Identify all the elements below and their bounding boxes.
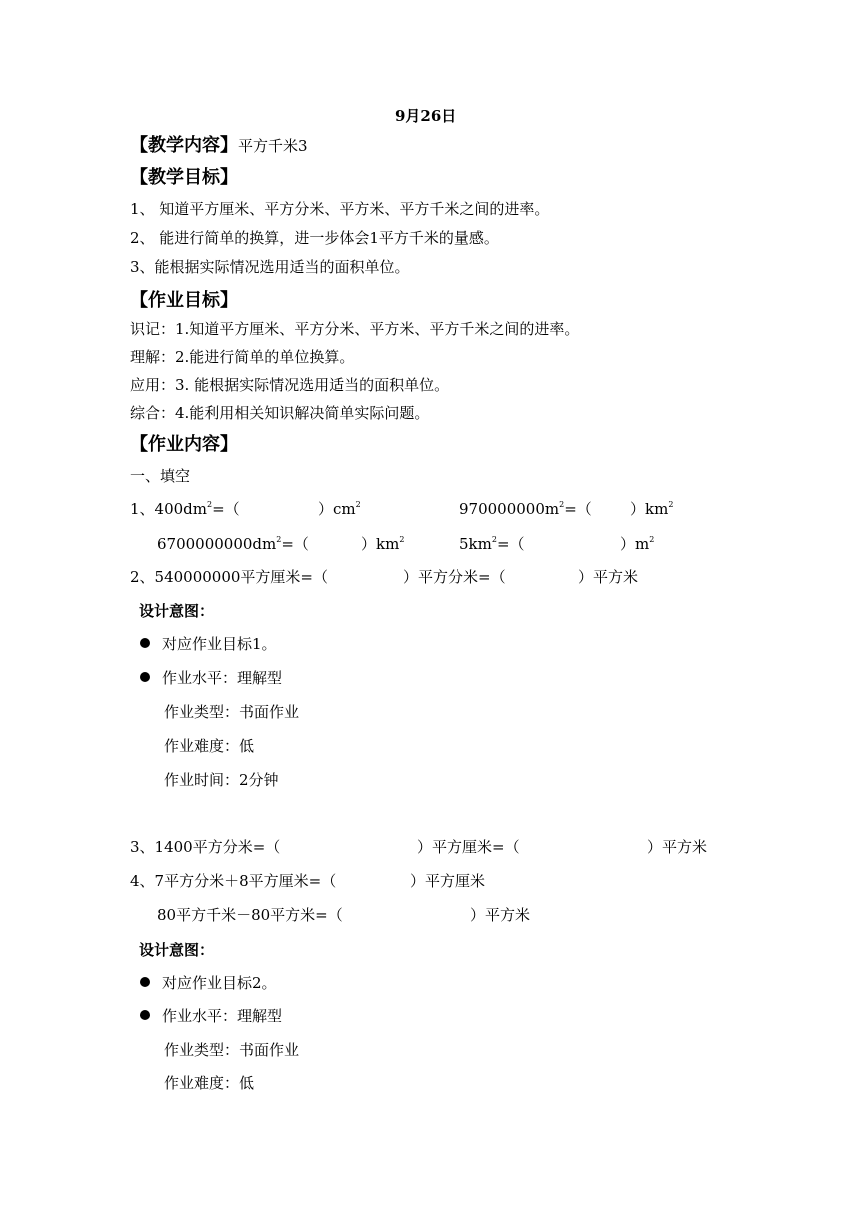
homework-content-heading: 【作业内容】 <box>130 434 238 455</box>
teaching-goal-item: 1、 知道平方厘米、平方分米、平方米、平方千米之间的进率。 <box>130 200 550 218</box>
question-3-part2: ）平方厘米=（ <box>417 838 520 856</box>
question-1b: $970000000m^2=$（ <box>459 500 592 518</box>
bullet-icon <box>140 1010 150 1020</box>
question-2-part2: ）平方分米=（ <box>403 568 506 586</box>
design-intent-title: 设计意图： <box>139 602 215 620</box>
question-1a-unit: ）$cm^2$ <box>318 500 361 518</box>
teaching-goal-item: 2、 能进行简单的换算，进一步体会1平方千米的量感。 <box>130 229 499 247</box>
design-intent-title: 设计意图： <box>139 941 215 959</box>
bullet-icon <box>140 977 150 987</box>
page-date: 9月26日 <box>395 107 457 125</box>
bullet-icon <box>140 672 150 682</box>
teaching-content-line <box>130 134 308 158</box>
design-intent-level: 作业水平：理解型 <box>140 668 282 688</box>
question-1b-unit: ）$km^2$ <box>630 500 674 518</box>
design-intent-difficulty: 作业难度：低 <box>164 737 255 755</box>
bullet-icon <box>140 638 150 648</box>
section-fill-blank-title: 一、填空 <box>130 467 191 485</box>
design-intent-type: 作业类型：书面作业 <box>164 703 300 721</box>
design-intent-level: 作业水平：理解型 <box>140 1006 282 1026</box>
homework-goal-item: 理解：2.能进行简单的单位换算。 <box>130 348 355 366</box>
homework-goal-item: 识记：1.知道平方厘米、平方分米、平方米、平方千米之间的进率。 <box>130 320 580 338</box>
teaching-goals-heading: 【教学目标】 <box>130 167 238 188</box>
design-intent-time: 作业时间：2分钟 <box>164 771 279 789</box>
design-intent-target: 对应作业目标2。 <box>140 973 277 993</box>
question-1c: $6700000000dm^2=$（ <box>157 535 309 553</box>
question-4a: 4、7平方分米＋8平方厘米=（ <box>130 872 337 890</box>
homework-goals-heading: 【作业目标】 <box>130 290 238 311</box>
design-intent-target: 对应作业目标1。 <box>140 634 277 654</box>
question-2-part1: 2、540000000平方厘米=（ <box>130 568 329 586</box>
question-2-part3: ）平方米 <box>578 568 639 586</box>
teaching-content-heading: 【教学内容】 <box>130 135 238 156</box>
question-3-part1: 3、1400平方分米=（ <box>130 838 281 856</box>
question-1a: 1、$400dm^2=$（ <box>130 500 240 518</box>
homework-goal-item: 应用：3. 能根据实际情况选用适当的面积单位。 <box>130 376 450 394</box>
homework-goal-item: 综合：4.能利用相关知识解决简单实际问题。 <box>130 404 430 422</box>
design-intent-difficulty: 作业难度：低 <box>164 1074 255 1092</box>
question-1d: $5km^2=$（ <box>459 535 525 553</box>
question-4b-unit: ）平方米 <box>470 906 531 924</box>
question-1d-unit: ）$m^2$ <box>620 535 655 553</box>
design-intent-type: 作业类型：书面作业 <box>164 1041 300 1059</box>
question-3-part3: ）平方米 <box>647 838 708 856</box>
question-4a-unit: ）平方厘米 <box>410 872 486 890</box>
question-4b: 80平方千米－80平方米=（ <box>157 906 343 924</box>
teaching-content-value: 平方千米3 <box>238 137 308 155</box>
question-1c-unit: ）$km^2$ <box>361 535 405 553</box>
teaching-goal-item: 3、能根据实际情况选用适当的面积单位。 <box>130 258 410 276</box>
